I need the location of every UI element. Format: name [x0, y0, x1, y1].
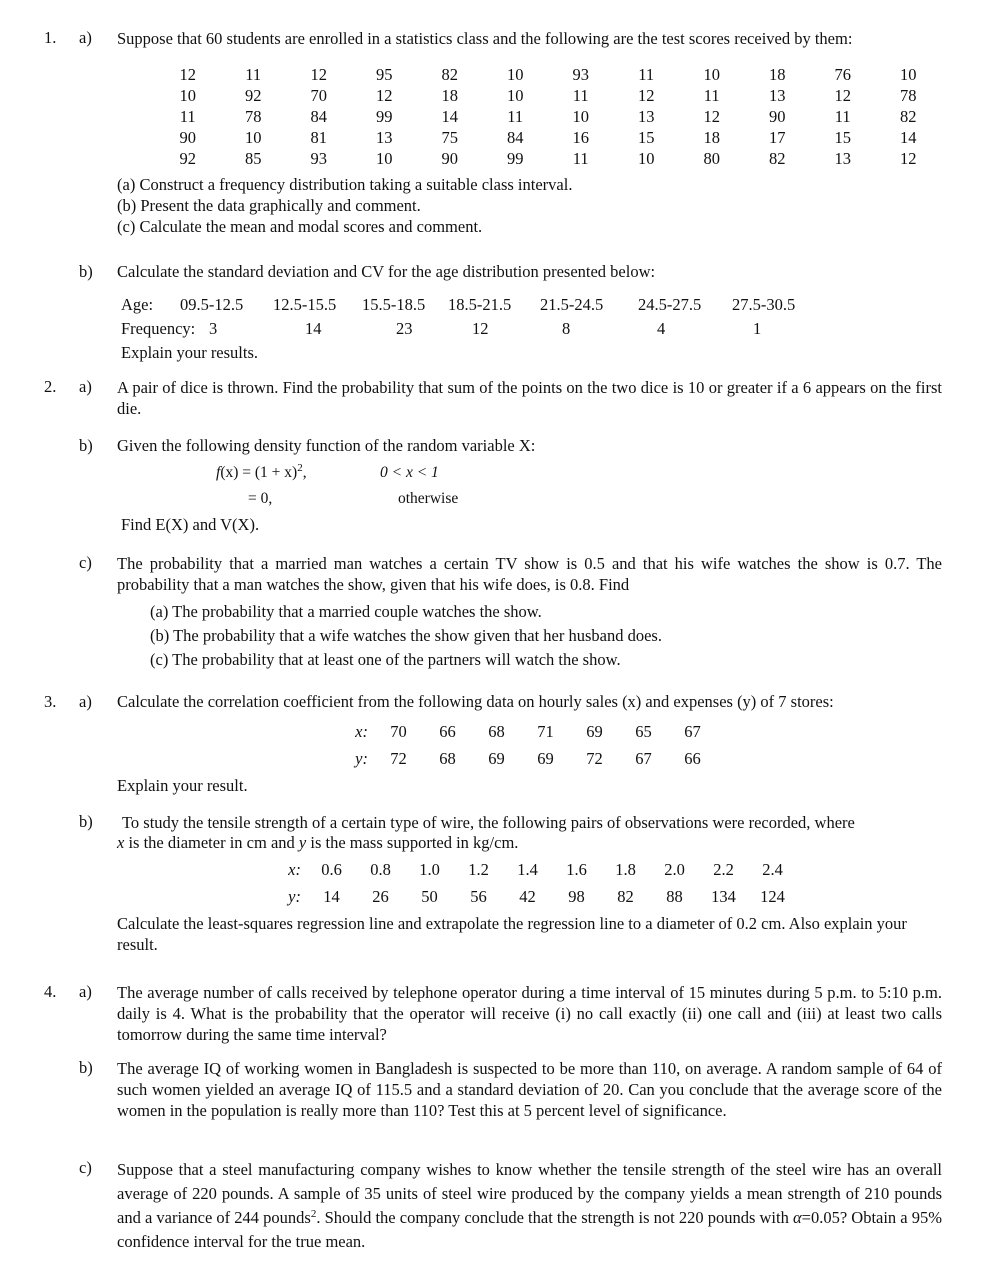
data-value: 56: [470, 887, 487, 906]
q3a-y-row: [350, 749, 717, 769]
axis-variable-label: y:: [355, 749, 368, 768]
score-cell: 11: [638, 65, 655, 84]
score-cell: 75: [441, 128, 458, 147]
age-class: 09.5-12.5: [180, 295, 244, 314]
frequency-value: 1: [753, 319, 762, 338]
score-cell: 11: [834, 107, 851, 126]
score-row: [155, 148, 941, 169]
data-value: 69: [537, 749, 554, 768]
score-cell: 13: [834, 149, 851, 168]
q4c-text: [117, 1158, 942, 1254]
score-cell: 18: [441, 86, 458, 105]
axis-variable-label: y:: [288, 887, 301, 906]
score-cell: 10: [703, 65, 720, 84]
q1a-part-b: (b) Present the data graphically and comment.: [117, 196, 421, 215]
score-cell: 90: [179, 128, 196, 147]
q3-number: 3.: [44, 692, 57, 711]
q2-number: 2.: [44, 377, 57, 396]
data-value: 0.8: [370, 860, 391, 879]
q2c-label: c): [79, 553, 92, 572]
q4b-label: b): [79, 1058, 93, 1077]
score-cell: 11: [572, 149, 589, 168]
data-value: 98: [568, 887, 585, 906]
q1b-intro: Calculate the standard deviation and CV for the age distribution presented below:: [117, 262, 656, 281]
score-cell: 13: [376, 128, 393, 147]
score-cell: 82: [900, 107, 917, 126]
frequency-label: Frequency:: [121, 319, 196, 338]
data-value: 68: [439, 749, 456, 768]
data-value: 70: [390, 722, 407, 741]
var-y: y: [298, 833, 307, 852]
q4a-text: The average number of calls received by telephone operator during a time interval of 15 minutes during 5 p.m. to 5:10 p.m. daily is 4. What is the probability that the operator will receive (i) no call exactly (ii) one call and (iii) at least two calls tomorrow during the same time interval?: [117, 983, 942, 1044]
score-cell: 11: [703, 86, 720, 105]
q2b-label: b): [79, 436, 93, 455]
data-value: 1.4: [517, 860, 538, 879]
score-cell: 90: [769, 107, 786, 126]
data-value: 66: [684, 749, 701, 768]
q1a-part-c: (c) Calculate the mean and modal scores and comment.: [117, 217, 483, 236]
q4c-part: Suppose that a steel manufacturing company wishes to know whether the tensile strength of the steel wire has an overall average of 220 pounds. A sample of 35 units of steel wire produced by the company yields a mean strength of 210 pounds and a variance of 244 pounds: [117, 1160, 942, 1227]
score-cell: 10: [376, 149, 393, 168]
data-value: 67: [635, 749, 652, 768]
score-cell: 93: [572, 65, 589, 84]
score-cell: 92: [179, 149, 196, 168]
data-value: 1.0: [419, 860, 440, 879]
q3b-outro: Calculate the least-squares regression line and extrapolate the regression line to a diameter of 0.2 cm. Also explain your result.: [117, 914, 907, 954]
score-cell: 10: [179, 86, 196, 105]
age-class: 12.5-15.5: [273, 295, 337, 314]
age-class: 27.5-30.5: [732, 295, 796, 314]
data-value: 66: [439, 722, 456, 741]
data-value: 68: [488, 722, 505, 741]
alpha-symbol: α: [792, 1208, 802, 1227]
q1a-intro: Suppose that 60 students are enrolled in a statistics class and the following are the test scores received by them:: [117, 29, 853, 48]
data-value: 72: [586, 749, 603, 768]
score-row: [155, 127, 941, 148]
score-cell: 17: [769, 128, 786, 147]
q4c-part: =0.05? Obtain a 95% confidence interval for the true mean.: [117, 1208, 943, 1251]
density-comma: ,: [302, 464, 307, 481]
score-cell: 10: [507, 65, 524, 84]
data-value: 2.4: [762, 860, 783, 879]
q2c-parts: [150, 600, 850, 672]
score-cell: 81: [310, 128, 327, 147]
score-cell: 16: [572, 128, 589, 147]
score-cell: 15: [834, 128, 851, 147]
frequency-value: 8: [562, 319, 571, 338]
score-cell: 13: [769, 86, 786, 105]
score-row: [155, 85, 941, 106]
score-cell: 93: [310, 149, 327, 168]
score-cell: 12: [834, 86, 851, 105]
age-class: 15.5-18.5: [362, 295, 426, 314]
age-class: 21.5-24.5: [540, 295, 604, 314]
score-cell: 76: [834, 65, 851, 84]
q2a-text: A pair of dice is thrown. Find the probability that sum of the points on the two dice is 10 or greater if a 6 appears on the first die.: [117, 378, 942, 418]
density-f: f: [216, 464, 221, 481]
score-cell: 90: [441, 149, 458, 168]
score-cell: 95: [376, 65, 393, 84]
frequency-value: 23: [396, 319, 413, 338]
score-cell: 12: [310, 65, 327, 84]
score-cell: 10: [572, 107, 589, 126]
score-cell: 85: [245, 149, 262, 168]
q3b-intro-part: is the mass supported in kg/cm.: [306, 833, 519, 852]
q1b-explain: Explain your results.: [121, 343, 259, 362]
data-value: 124: [760, 887, 785, 906]
axis-variable-label: x:: [288, 860, 301, 879]
score-cell: 14: [441, 107, 458, 126]
axis-variable-label: x:: [355, 722, 368, 741]
data-value: 2.2: [713, 860, 734, 879]
q3a-x-row: [350, 722, 717, 742]
score-cell: 11: [507, 107, 524, 126]
score-cell: 18: [769, 65, 786, 84]
q4a-label: a): [79, 982, 92, 1001]
score-cell: 11: [179, 107, 196, 126]
data-value: 0.6: [321, 860, 342, 879]
score-cell: 12: [900, 149, 917, 168]
density-condition: 0 < x < 1: [380, 464, 439, 481]
q2c-part-a: (a) The probability that a married couple watches the show.: [150, 602, 542, 621]
frequency-value: 14: [305, 319, 322, 338]
q4c-exponent: 2: [310, 1208, 317, 1220]
data-value: 2.0: [664, 860, 685, 879]
q1a-part-a: (a) Construct a frequency distribution taking a suitable class interval.: [117, 175, 573, 194]
score-cell: 10: [638, 149, 655, 168]
density-zero: = 0,: [248, 490, 273, 507]
score-cell: 18: [703, 128, 720, 147]
data-value: 26: [372, 887, 389, 906]
score-cell: 10: [507, 86, 524, 105]
q3b-label: b): [79, 812, 93, 831]
data-value: 67: [684, 722, 701, 741]
age-class: 18.5-21.5: [448, 295, 512, 314]
score-cell: 15: [638, 128, 655, 147]
data-value: 82: [617, 887, 634, 906]
score-cell: 12: [179, 65, 196, 84]
score-cell: 12: [376, 86, 393, 105]
data-value: 69: [586, 722, 603, 741]
score-cell: 80: [703, 149, 720, 168]
age-class: 24.5-27.5: [638, 295, 702, 314]
q2c-part-b: (b) The probability that a wife watches the show given that her husband does.: [150, 626, 662, 645]
score-cell: 92: [245, 86, 262, 105]
score-cell: 10: [900, 65, 917, 84]
data-value: 71: [537, 722, 554, 741]
score-cell: 11: [572, 86, 589, 105]
q2c-part-c: (c) The probability that at least one of the partners will watch the show.: [150, 650, 621, 669]
q2c-text: The probability that a married man watches a certain TV show is 0.5 and that his wife watches the show is 0.7. The probability that a man watches the show, given that his wife does, is 0.8. Find: [117, 554, 942, 594]
score-cell: 99: [507, 149, 524, 168]
score-cell: 11: [245, 65, 262, 84]
q4-number: 4.: [44, 982, 57, 1001]
score-cell: 12: [638, 86, 655, 105]
score-cell: 70: [310, 86, 327, 105]
q3a-explain: Explain your result.: [117, 776, 248, 795]
score-cell: 78: [900, 86, 917, 105]
q1-number: 1.: [44, 28, 57, 47]
q3b-x-row: [283, 860, 797, 880]
score-row: [155, 106, 941, 127]
data-value: 1.8: [615, 860, 636, 879]
data-value: 134: [711, 887, 736, 906]
score-cell: 12: [703, 107, 720, 126]
score-row: [155, 64, 941, 85]
score-cell: 78: [245, 107, 262, 126]
data-value: 1.2: [468, 860, 489, 879]
q2b-intro: Given the following density function of the random variable X:: [117, 436, 536, 455]
data-value: 72: [390, 749, 407, 768]
q3b-intro-line1: To study the tensile strength of a certain type of wire, the following pairs of observations were recorded, where: [122, 813, 855, 832]
data-value: 65: [635, 722, 652, 741]
score-cell: 84: [507, 128, 524, 147]
q3a-intro: Calculate the correlation coefficient from the following data on hourly sales (x) and expenses (y) of 7 stores:: [117, 692, 834, 711]
density-function: [216, 463, 307, 482]
score-cell: 84: [310, 107, 327, 126]
density-otherwise: otherwise: [398, 490, 459, 507]
q3a-label: a): [79, 692, 92, 711]
density-rhs: (x) = (1 + x): [220, 464, 298, 481]
frequency-value: 4: [657, 319, 666, 338]
var-x: x: [117, 833, 125, 852]
data-value: 50: [421, 887, 438, 906]
q4c-label: c): [79, 1158, 92, 1177]
density-exponent: 2: [297, 462, 303, 474]
score-cell: 10: [245, 128, 262, 147]
data-value: 1.6: [566, 860, 587, 879]
q1b-label: b): [79, 262, 93, 281]
data-value: 69: [488, 749, 505, 768]
score-cell: 99: [376, 107, 393, 126]
frequency-value: 12: [472, 319, 489, 338]
score-cell: 14: [900, 128, 917, 147]
data-value: 14: [323, 887, 340, 906]
age-label: Age:: [121, 295, 154, 314]
q4b-text: The average IQ of working women in Bangladesh is suspected to be more than 110, on average. A random sample of 64 of such women yielded an average IQ of 115.5 and a standard deviation of 20. Can you conclude that the average score of the women in the population is really more than 110? Test this at 5 percent level of significance.: [117, 1059, 942, 1120]
frequency-value: 3: [209, 319, 218, 338]
q1a-parts: [117, 174, 817, 237]
q3b-y-row: [283, 887, 797, 907]
q2a-label: a): [79, 377, 92, 396]
data-value: 42: [519, 887, 536, 906]
scores-table: [155, 64, 941, 169]
score-cell: 82: [441, 65, 458, 84]
score-cell: 82: [769, 149, 786, 168]
score-cell: 13: [638, 107, 655, 126]
q1a-label: a): [79, 28, 92, 47]
q3b-intro-line2: [117, 833, 518, 854]
q4c-part: . Should the company conclude that the strength is not 220 pounds with: [316, 1208, 793, 1227]
q2b-find: Find E(X) and V(X).: [121, 515, 260, 534]
q3b-intro-part: is the diameter in cm and: [124, 833, 299, 852]
data-value: 88: [666, 887, 683, 906]
